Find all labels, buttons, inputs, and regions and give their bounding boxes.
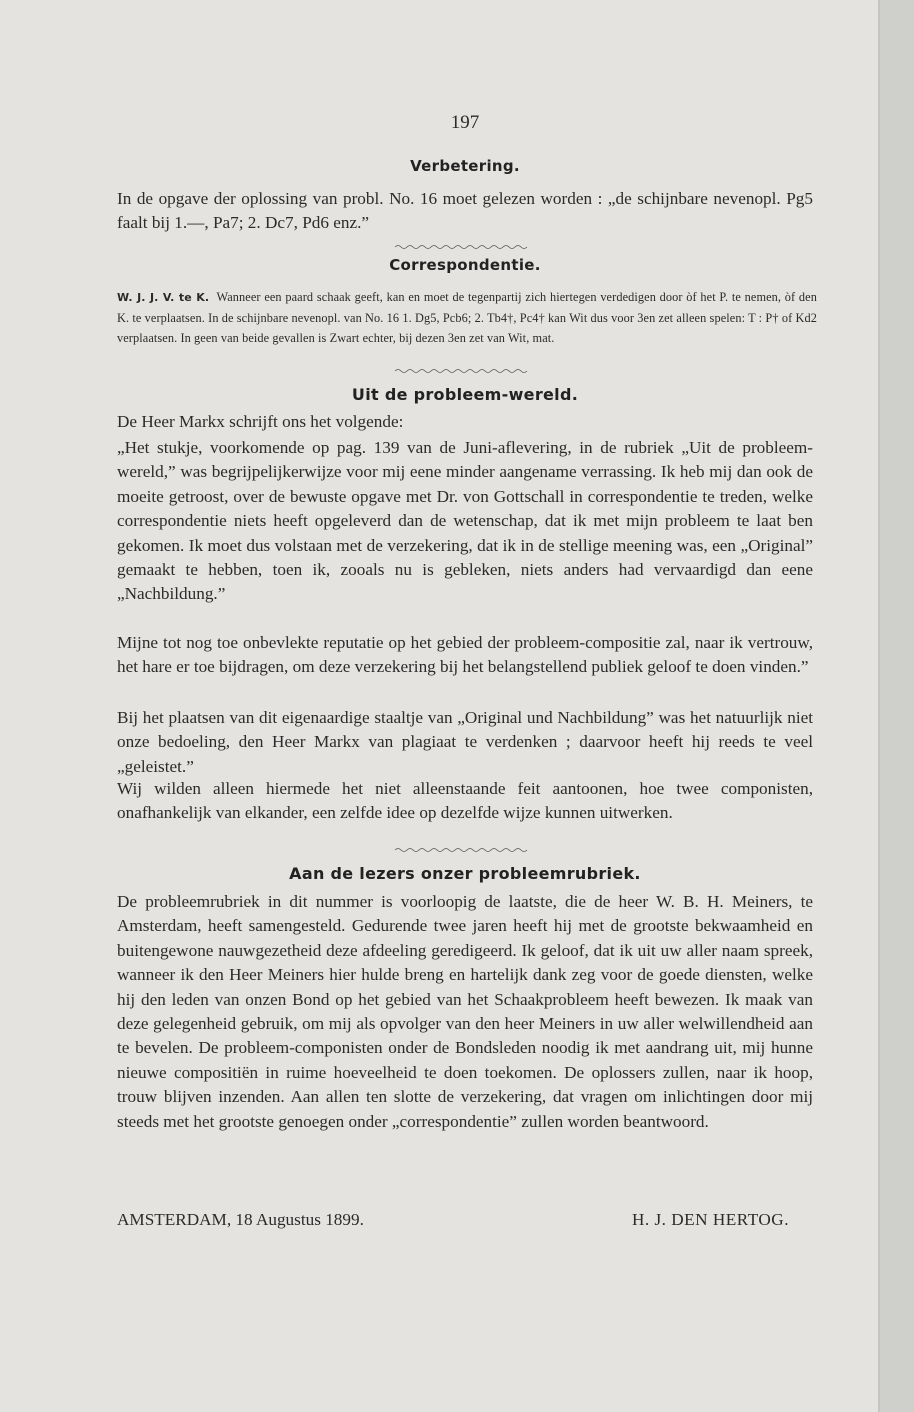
ornament-divider bbox=[375, 367, 555, 375]
correspondentie-text: Wanneer een paard schaak geeft, kan en moet de tegenpartij zich hiertegen verdedigen door òf het P. te nemen, òf den K. te verplaatsen. In de schijnbare nevenopl. van No. 16 1. Dg5, Pcb6; 2. Tb4†, Pc4† kan Wit dus voor 3en zet alleen spelen: T : P† of Kd2 verplaatsen. In geen van beide gevallen is Zwart echter, bij dezen 3en zet van Wit, mat. bbox=[117, 290, 817, 345]
correspondentie-addressee: W. J. J. V. te K. bbox=[117, 291, 210, 304]
page-number: 197 bbox=[450, 112, 480, 133]
signature-place-date: AMSTERDAM, 18 Augustus 1899. bbox=[117, 1210, 364, 1229]
verbetering-text: In de opgave der oplossing van probl. No. 16 moet gelezen worden : „de schijnbare nevenopl. Pg5 faalt bij 1.—, Pa7; 2. Dc7, Pd6 enz.” bbox=[117, 189, 813, 233]
heading-verbetering: Verbetering. bbox=[410, 157, 520, 175]
heading-correspondentie: Correspondentie. bbox=[389, 256, 541, 274]
heading-lezers: Aan de lezers onzer probleemrubriek. bbox=[289, 864, 641, 883]
heading-probleemwereld: Uit de probleem-wereld. bbox=[351, 385, 579, 404]
probleemwereld-p2: Mijne tot nog toe onbevlekte reputatie op het gebied der probleem-compositie zal, naar ik vertrouw, het hare er toe bijdragen, om deze verzekering bij het belangstellend publiek geloof te doen vinden.” bbox=[117, 633, 813, 677]
probleemwereld-p3: Bij het plaatsen van dit eigenaardige staaltje van „Original und Nachbildung” was het natuurlijk niet onze bedoeling, den Heer Markx van plagiaat te verdenken ; daarvoor heeft hij reeds te veel „geleistet.” bbox=[117, 708, 813, 776]
ornament-divider bbox=[375, 243, 555, 251]
probleemwereld-p4: Wij wilden alleen hiermede het niet alleenstaande feit aantoonen, hoe twee componisten, onafhankelijk van elkander, een zelfde idee op dezelfde wijze kunnen uitwerken. bbox=[117, 779, 813, 823]
signature-author: H. J. DEN HERTOG. bbox=[631, 1210, 789, 1229]
page-edge bbox=[880, 0, 914, 1412]
probleemwereld-p1: „Het stukje, voorkomende op pag. 139 van de Juni-aflevering, in de rubriek „Uit de probleem-wereld,” was begrijpelijkerwijze voor mij eene minder aangename verrassing. Ik heb mij dan ook de moeite getroost, over de bewuste opgave met Dr. von Gottschall in correspondentie te treden, welke correspondentie niets heeft opgeleverd dan de wetenschap, dat ik met mijn probleem te laat ben gekomen. Ik moet dus volstaan met de verzekering, dat ik in de stellige meening was, een „Original” gemaakt te hebben, toen ik, zooals nu is gebleken, niets anders had vervaardigd dan eene „Nachbildung.” bbox=[117, 438, 813, 604]
probleemwereld-intro: De Heer Markx schrijft ons het volgende: bbox=[117, 412, 404, 431]
ornament-divider bbox=[375, 846, 555, 854]
correspondentie-block bbox=[117, 287, 817, 348]
lezers-text: De probleemrubriek in dit nummer is voorloopig de laatste, die de heer W. B. H. Meiners, te Amsterdam, heeft samengesteld. Gedurende twee jaren heeft hij met de grootste bekwaamheid en buitengewone nauwgezetheid deze afdeeling geredigeerd. Ik geloof, dat ik uit uw aller naam spreek, wanneer ik den Heer Meiners hier hulde breng en hartelijk dank zeg voor de goede diensten, welke hij den leden van onzen Bond op het gebied van het Schaakprobleem heeft bewezen. Ik maak van deze gelegenheid gebruik, om mij als opvolger van den heer Meiners in uw aller welwillendheid aan te bevelen. De probleem-componisten onder de Bondsleden noodig ik met aandrang uit, mij hunne nieuwe compositiën in ruime hoeveelheid te doen toekomen. De oplossers zullen, naar ik hoop, trouw blijven inzenden. Aan allen ten slotte de verzekering, dat vragen om inlichtingen door mij steeds met het grootste genoegen onder „correspondentie” zullen worden beantwoord. bbox=[117, 892, 813, 1131]
